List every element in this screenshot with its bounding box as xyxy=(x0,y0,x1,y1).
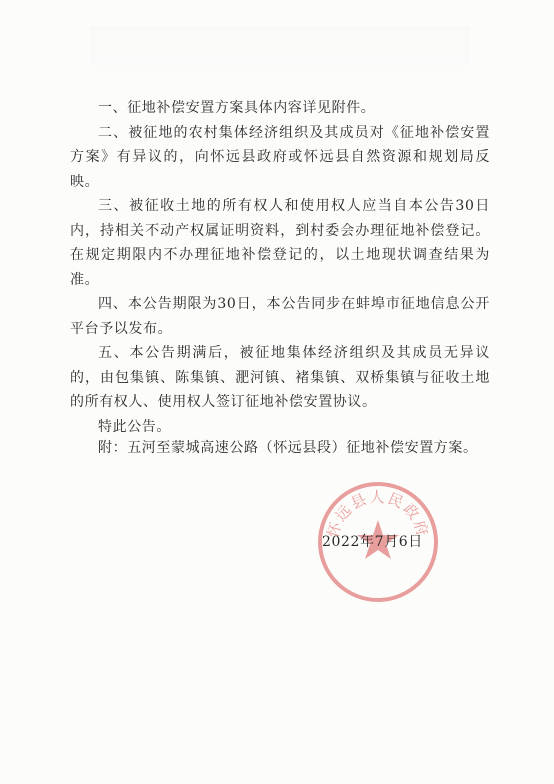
paragraph-4: 四、本公告期限为30日，本公告同步在蚌埠市征地信息公开平台予以发布。 xyxy=(70,296,490,337)
document-body xyxy=(70,96,490,439)
scan-shadow xyxy=(90,26,470,96)
paragraph-1: 一、征地补偿安置方案具体内容详见附件。 xyxy=(98,100,376,116)
seal-text: 怀远县人民政府 xyxy=(323,488,433,540)
closing-line: 特此公告。 xyxy=(98,418,171,435)
paragraph-3: 三、被征收土地的所有权人和使用权人应当自本公告30日内，持相关不动产权属证明资料，到村委会办理征地补偿登记。在规定期限内不办理征地补偿登记的，以土地现状调查结果为准。 xyxy=(70,198,490,288)
paragraph-2: 二、被征地的农村集体经济组织及其成员对《征地补偿安置方案》有异议的，向怀远县政府或怀远县自然资源和规划局反映。 xyxy=(70,124,490,190)
paragraph-5: 五、本公告期满后，被征地集体经济组织及其成员无异议的，由包集镇、陈集镇、淝河镇、褚集镇、双桥集镇与征收土地的所有权人、使用权人签订征地补偿安置协议。 xyxy=(70,345,490,410)
issue-date: 2022年7月6日 xyxy=(322,534,423,550)
attachment-note: 附：五河至蒙城高速公路（怀远县段）征地补偿安置方案。 xyxy=(98,440,478,456)
